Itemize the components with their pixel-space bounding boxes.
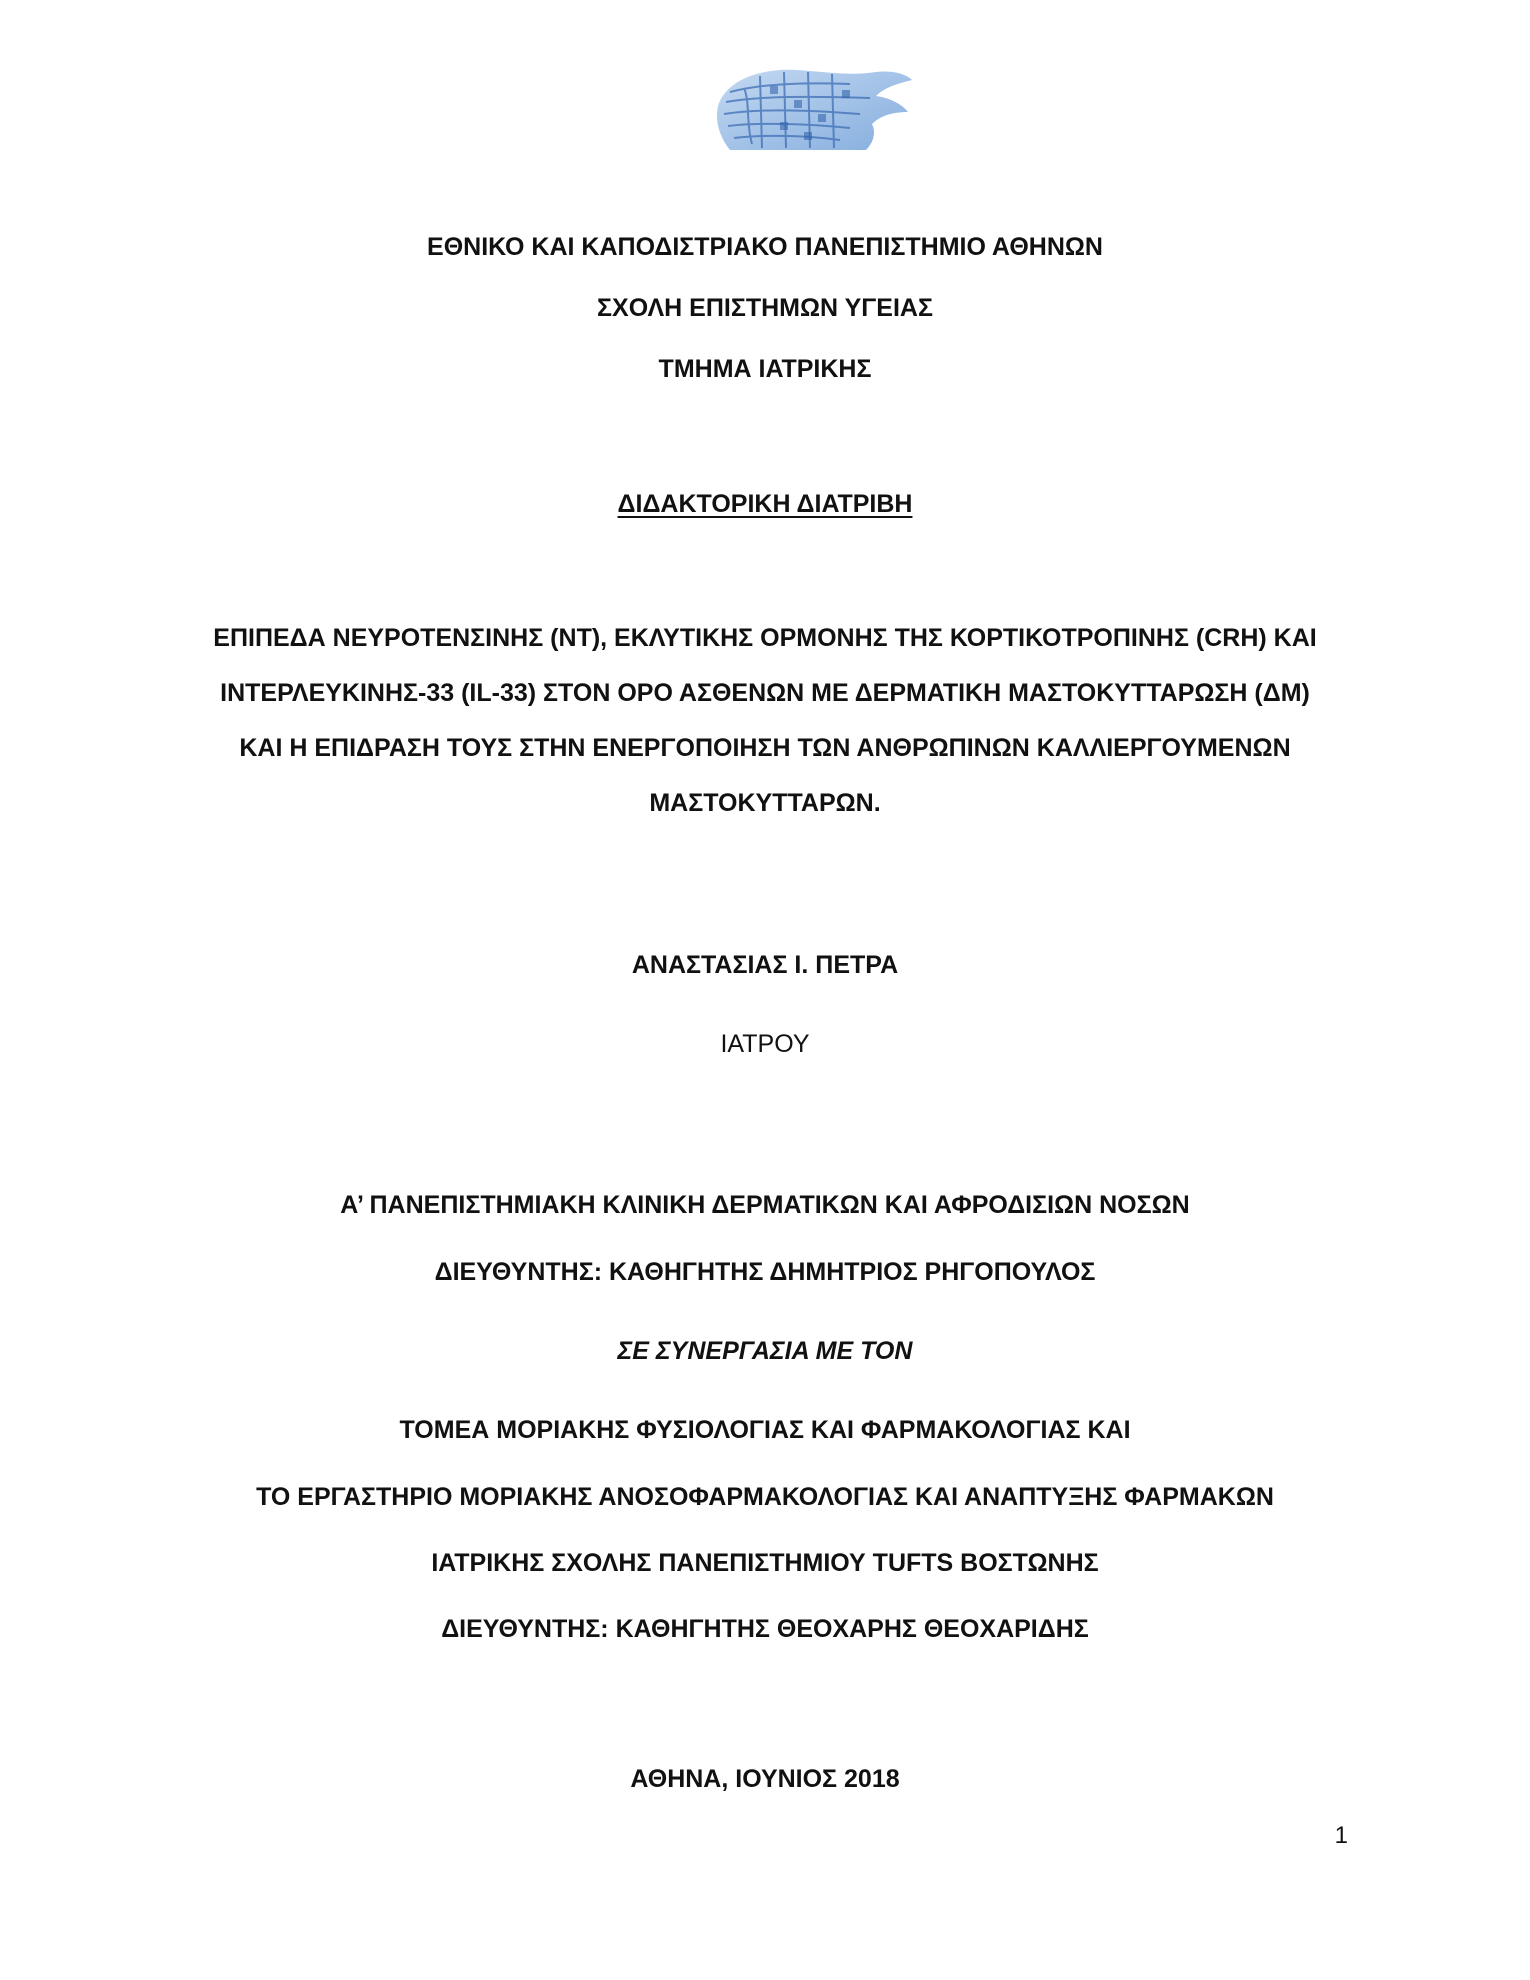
thesis-title-line: ΕΠΙΠΕΔΑ ΝΕΥΡΟΤΕΝΣΙΝΗΣ (NT), ΕΚΛΥΤΙΚΗΣ ΟΡΜΟΝΗΣ ΤΗΣ ΚΟΡΤΙΚΟΤΡΟΠΙΝΗΣ (CRH) ΚΑΙ [213,624,1317,652]
thesis-title-line: ΚΑΙ Η ΕΠΙΔΡΑΣΗ ΤΟΥΣ ΣΤΗΝ ΕΝΕΡΓΟΠΟΙΗΣΗ ΤΩΝ ΑΝΘΡΩΠΙΝΩΝ ΚΑΛΛΙΕΡΓΟΥΜΕΝΩΝ [239,734,1291,762]
place-and-date: ΑΘΗΝΑ, ΙΟΥΝΙΟΣ 2018 [630,1765,900,1793]
document-type-label: ΔΙΔΑΚΤΟΡΙΚΗ ΔΙΑΤΡΙΒΗ [617,490,913,518]
author-name: ΑΝΑΣΤΑΣΙΑΣ Ι. ΠΕΤΡΑ [631,951,899,979]
partner-line: ΤΟΜΕΑ ΜΟΡΙΑΚΗΣ ΦΥΣΙΟΛΟΓΙΑΣ ΚΑΙ ΦΑΡΜΑΚΟΛΟΓΙΑΣ ΚΑΙ [399,1416,1131,1444]
thesis-title-line: ΙΝΤΕΡΛΕΥΚΙΝΗΣ-33 (IL-33) ΣΤΟΝ ΟΡΟ ΑΣΘΕΝΩΝ ΜΕ ΔΕΡΜΑΤΙΚΗ ΜΑΣΤΟΚΥΤΤΑΡΩΣΗ (ΔΜ) [220,679,1310,707]
document-type [0,489,1530,519]
partner-director: ΔΙΕΥΘΥΝΤΗΣ: ΚΑΘΗΓΗΤΗΣ ΘΕΟΧΑΡΗΣ ΘΕΟΧΑΡΙΔΗΣ [441,1615,1089,1643]
school-name: ΣΧΟΛΗ ΕΠΙΣΤΗΜΩΝ ΥΓΕΙΑΣ [597,294,933,322]
university-logo-icon [700,62,920,154]
partner-line: ΙΑΤΡΙΚΗΣ ΣΧΟΛΗΣ ΠΑΝΕΠΙΣΤΗΜΙΟΥ TUFTS ΒΟΣΤΩΝΗΣ [431,1549,1099,1577]
thesis-title-line: ΜΑΣΤΟΚΥΤΤΑΡΩΝ. [649,789,881,817]
university-name: ΕΘΝΙΚΟ ΚΑΙ ΚΑΠΟΔΙΣΤΡΙΑΚΟ ΠΑΝΕΠΙΣΤΗΜΙΟ ΑΘΗΝΩΝ [427,233,1103,261]
clinic-name: Α’ ΠΑΝΕΠΙΣΤΗΜΙΑΚΗ ΚΛΙΝΙΚΗ ΔΕΡΜΑΤΙΚΩΝ ΚΑΙ ΑΦΡΟΔΙΣΙΩΝ ΝΟΣΩΝ [340,1191,1190,1219]
partner-line: ΤΟ ΕΡΓΑΣΤΗΡΙΟ ΜΟΡΙΑΚΗΣ ΑΝΟΣΟΦΑΡΜΑΚΟΛΟΓΙΑΣ ΚΑΙ ΑΝΑΠΤΥΞΗΣ ΦΑΡΜΑΚΩΝ [256,1483,1274,1511]
collaboration-note: ΣΕ ΣΥΝΕΡΓΑΣΙΑ ΜΕ ΤΟΝ [617,1337,913,1365]
author-profession: ΙΑΤΡΟΥ [720,1030,810,1058]
department-name: ΤΜΗΜΑ ΙΑΤΡΙΚΗΣ [658,355,872,383]
page-number: 1 [1334,1822,1348,1849]
clinic-director: ΔΙΕΥΘΥΝΤΗΣ: ΚΑΘΗΓΗΤΗΣ ΔΗΜΗΤΡΙΟΣ ΡΗΓΟΠΟΥΛΟΣ [434,1258,1096,1286]
